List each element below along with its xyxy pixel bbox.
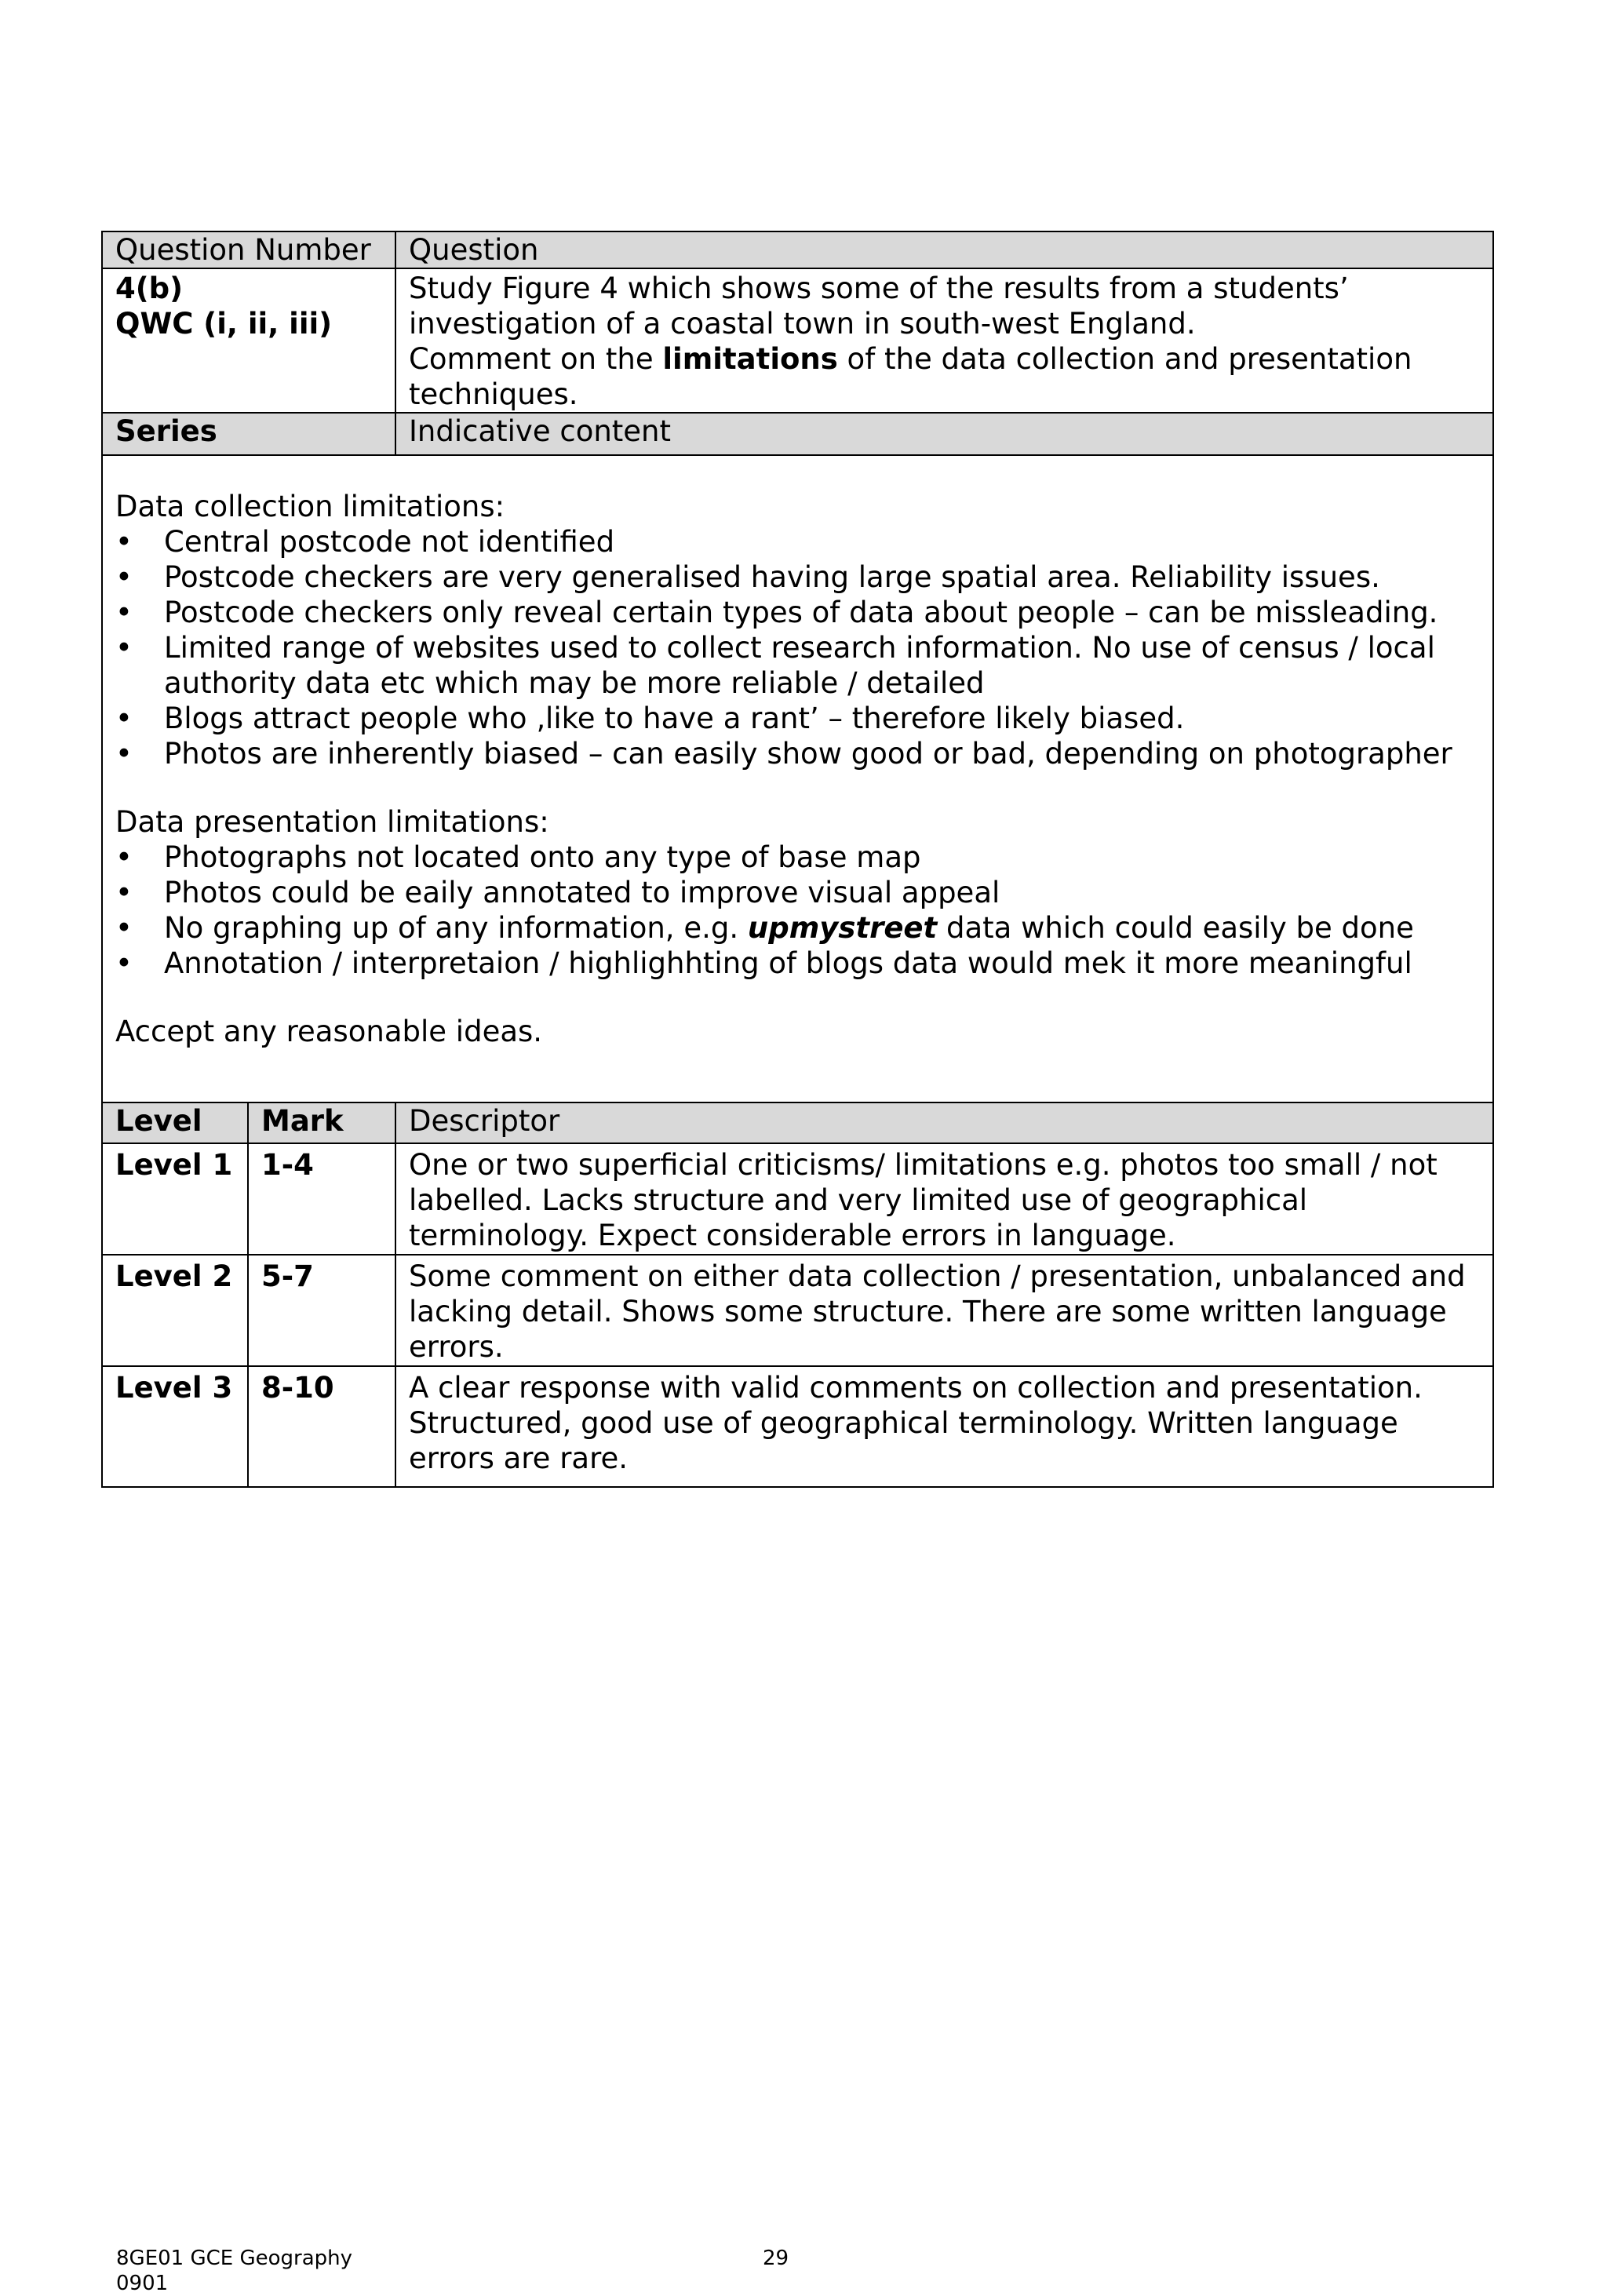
list-item: • Annotation / interpretaion / highlighhting of blogs data would mek it more meaningful [115,946,1480,981]
qwc-label: QWC (i, ii, iii) [115,307,333,341]
question-number-cell [102,268,395,413]
header-descriptor: Descriptor [395,1102,1493,1143]
level-cell: Level 1 [102,1143,248,1255]
question-line-1: Study Figure 4 which shows some of the results from a students’ investigation of a coastal town in south-west England. [409,272,1349,341]
spacer [115,771,1480,804]
header-question-number: Question Number [102,231,395,268]
table-row [102,1366,1493,1487]
list-item: • Photos are inherently biased – can easily show good or bad, depending on photographer [115,736,1480,771]
question-text-cell [395,268,1493,413]
mark-cell: 5-7 [248,1255,395,1366]
mark-cell: 1-4 [248,1143,395,1255]
series-label: Series [102,413,395,455]
series-row [102,413,1493,455]
level-cell: Level 2 [102,1255,248,1366]
list-item: • Limited range of websites used to collect research information. No use of census / local authority data etc which may be more reliable / detailed [115,630,1480,701]
indicative-content-cell [102,455,1493,1133]
question-line-2-post: of the data collection and presentation techniques. [409,342,1412,411]
indicative-content-row [102,455,1493,1133]
list-item [115,910,1480,946]
list-item: • Postcode checkers only reveal certain types of data about people – can be missleading. [115,595,1480,630]
descriptor-cell: Some comment on either data collection / presentation, unbalanced and lacking detail. Shows some structure. There are some written language errors. [395,1255,1493,1366]
page-number: 29 [763,2247,789,2270]
descriptor-cell: One or two superficial criticisms/ limitations e.g. photos too small / not labelled. Lacks structure and very limited use of geographical terminology. Expect considerable errors in language. [395,1143,1493,1255]
list-item: • Photos could be eaily annotated to improve visual appeal [115,875,1480,910]
question-table-header [102,231,1493,268]
table-row [102,1255,1493,1366]
descriptor-cell: A clear response with valid comments on collection and presentation. Structured, good use of geographical terminology. Written language errors are rare. [395,1366,1493,1487]
graphing-pre: No graphing up of any information, e.g. [164,911,748,945]
list-item: • Central postcode not identified [115,524,1480,559]
presentation-heading: Data presentation limitations: [115,805,549,839]
list-item: • Blogs attract people who ‚like to have a rant’ – therefore likely biased. [115,701,1480,736]
list-item: • Postcode checkers are very generalised having large spatial area. Reliability issues. [115,559,1480,595]
collection-list [115,524,1480,771]
presentation-list [115,840,1480,981]
question-table [101,231,1494,1134]
header-question: Question [395,231,1493,268]
levels-table-header [102,1102,1493,1143]
closing-note: Accept any reasonable ideas. [115,1015,543,1048]
footer-title: 8GE01 GCE Geography [116,2247,353,2270]
graphing-post: data which could easily be done [937,911,1414,945]
footer-code: 0901 [116,2272,169,2295]
question-line-2-pre: Comment on the [409,342,663,376]
question-number: 4(b) [115,272,184,305]
question-row [102,268,1493,413]
level-cell: Level 3 [102,1366,248,1487]
indicative-content-label: Indicative content [395,413,1493,455]
question-limitations-bold: limitations [662,342,838,376]
spacer [115,981,1480,1014]
header-level: Level [102,1102,248,1143]
question-line-2 [409,341,1480,412]
collection-heading: Data collection limitations: [115,490,505,523]
upmystreet-bold-italic: upmystreet [747,911,938,945]
mark-cell: 8-10 [248,1366,395,1487]
list-item: • Photographs not located onto any type of base map [115,840,1480,875]
levels-table [101,1102,1494,1488]
table-row [102,1143,1493,1255]
header-mark: Mark [248,1102,395,1143]
